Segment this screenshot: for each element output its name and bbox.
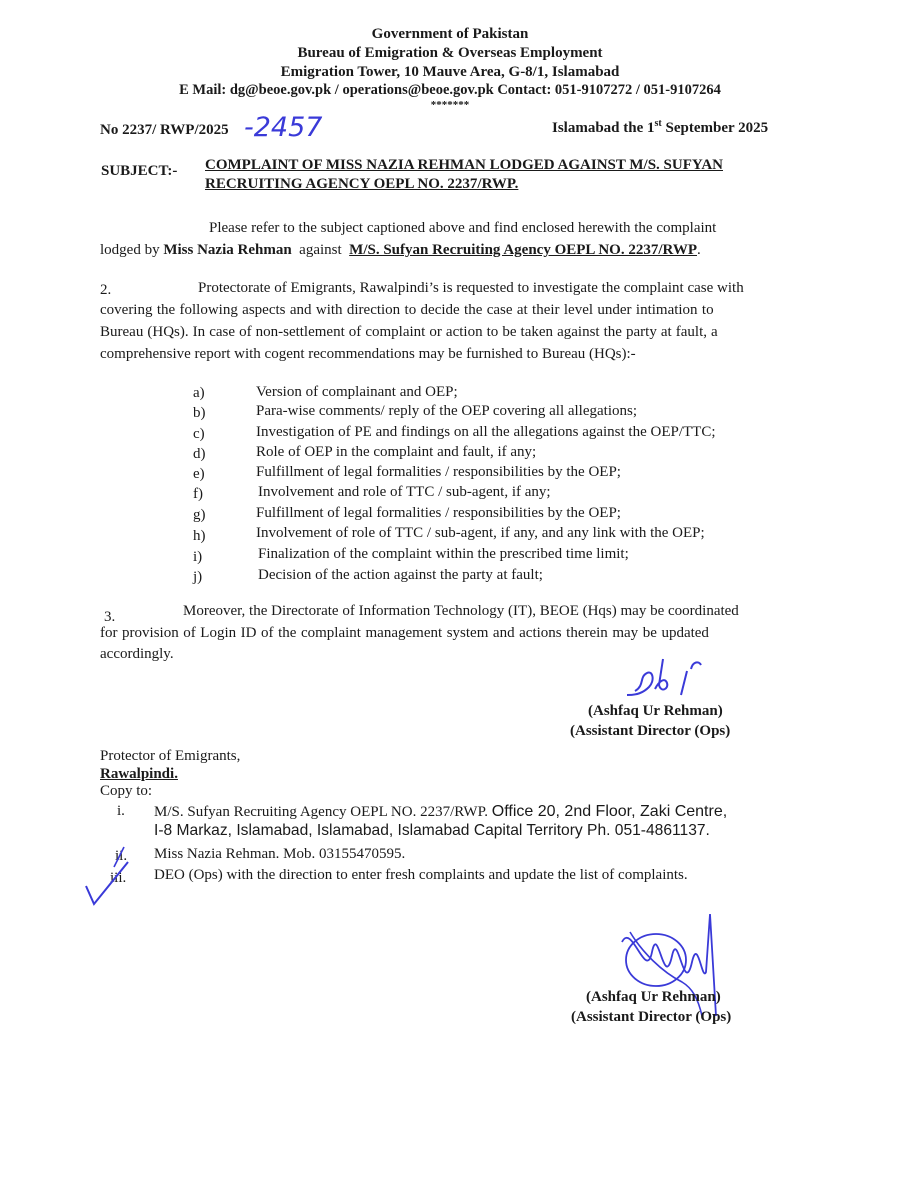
copy-number: i. [117, 803, 125, 819]
para3-line-2: for provision of Login ID of the complaint management system and actions therein may be updated [100, 625, 709, 641]
aspect-key: a) [193, 385, 205, 401]
aspect-text: Para-wise comments/ reply of the OEP covering all allegations; [256, 403, 638, 419]
copy-to-label: Copy to: [100, 783, 153, 799]
copy-recipient-agency: M/S. Sufyan Recruiting Agency OEPL NO. 2237/RWP. Office 20, 2nd Floor, Zaki Centre, [154, 803, 728, 820]
place-date: Islamabad the 1st September 2025 [552, 118, 769, 136]
header-bureau: Bureau of Emigration & Overseas Employment [297, 45, 603, 61]
signatory-title-copy: (Assistant Director (Ops) [571, 1009, 732, 1025]
aspect-key: g) [193, 507, 206, 523]
aspect-text: Investigation of PE and findings on all the allegations against the OEP/TTC; [256, 424, 716, 440]
para2-line-4: comprehensive report with cogent recommendations may be furnished to Bureau (HQs):- [100, 346, 636, 362]
handwritten-dispatch-number: -2457 [244, 112, 323, 143]
para2-line-1: Protectorate of Emigrants, Rawalpindi’s is requested to investigate the complaint case with [198, 280, 744, 296]
initials-signature [615, 655, 705, 705]
aspect-key: e) [193, 466, 205, 482]
copy-number: iii. [110, 870, 127, 886]
aspect-key: b) [193, 405, 206, 421]
copy-agency-address: I-8 Markaz, Islamabad, Islamabad, Islamabad Capital Territory Ph. 051-4861137. [154, 822, 710, 839]
header-org: Government of Pakistan [371, 26, 529, 42]
subject-label: SUBJECT:- [101, 163, 178, 179]
aspect-key: i) [193, 549, 203, 565]
subject-line-1: COMPLAINT OF MISS NAZIA REHMAN LODGED AGAINST M/S. SUFYAN [205, 157, 723, 173]
para3-number: 3. [104, 609, 116, 625]
para3-line-1: Moreover, the Directorate of Information Technology (IT), BEOE (Hqs) may be coordinated [183, 603, 739, 619]
para2-line-2: covering the following aspects and with direction to decide the case at their level under intimation to [100, 302, 714, 318]
para2-number: 2. [100, 282, 112, 298]
copy-number: ii. [115, 848, 128, 864]
slash-mark-icon [112, 845, 126, 869]
copy-recipient-complainant: Miss Nazia Rehman. Mob. 03155470595. [154, 846, 406, 862]
signatory-name-copy: (Ashfaq Ur Rehman) [586, 989, 721, 1005]
para1-line-1: Please refer to the subject captioned above and find enclosed herewith the complaint [209, 220, 717, 236]
aspect-key: f) [193, 486, 203, 502]
aspect-text: Role of OEP in the complaint and fault, if any; [256, 444, 537, 460]
aspect-key: j) [193, 569, 203, 585]
aspect-key: d) [193, 446, 206, 462]
para1-line-2: lodged by Miss Nazia Rehman against M/S. Sufyan Recruiting Agency OEPL NO. 2237/RWP. [100, 242, 701, 258]
signatory-name: (Ashfaq Ur Rehman) [588, 703, 723, 719]
signatory-title: (Assistant Director (Ops) [570, 723, 731, 739]
header-address: Emigration Tower, 10 Mauve Area, G-8/1, Islamabad [280, 64, 620, 80]
aspect-text: Version of complainant and OEP; [256, 384, 458, 400]
para2-line-3: Bureau (HQs). In case of non-settlement of complaint or action to be taken against the party at fault, a [100, 324, 718, 340]
aspect-text: Finalization of the complaint within the prescribed time limit; [258, 546, 629, 562]
reference-number: No 2237/ RWP/2025 [100, 122, 229, 138]
addressee-title: Protector of Emigrants, [100, 748, 241, 764]
agency-name: M/S. Sufyan Recruiting Agency OEPL NO. 2237/RWP [349, 242, 697, 258]
header-separator: ******* [430, 99, 470, 111]
subject-line-2: RECRUITING AGENCY OEPL NO. 2237/RWP. [205, 176, 519, 192]
addressee-city: Rawalpindi. [100, 766, 178, 782]
aspect-key: c) [193, 426, 205, 442]
copy-recipient-deo: DEO (Ops) with the direction to enter fresh complaints and update the list of complaints. [154, 867, 688, 883]
complainant-name: Miss Nazia Rehman [163, 242, 292, 258]
aspect-text: Involvement and role of TTC / sub-agent, if any; [258, 484, 551, 500]
aspect-text: Fulfillment of legal formalities / responsibilities by the OEP; [256, 464, 621, 480]
aspect-text: Involvement of role of TTC / sub-agent, if any, and any link with the OEP; [256, 525, 705, 541]
aspect-text: Fulfillment of legal formalities / responsibilities by the OEP; [256, 505, 621, 521]
header-contact: E Mail: dg@beoe.gov.pk / operations@beoe.gov.pk Contact: 051-9107272 / 051-9107264 [179, 82, 721, 98]
para3-line-3: accordingly. [100, 646, 174, 662]
aspect-key: h) [193, 528, 206, 544]
aspect-text: Decision of the action against the party at fault; [258, 567, 543, 583]
